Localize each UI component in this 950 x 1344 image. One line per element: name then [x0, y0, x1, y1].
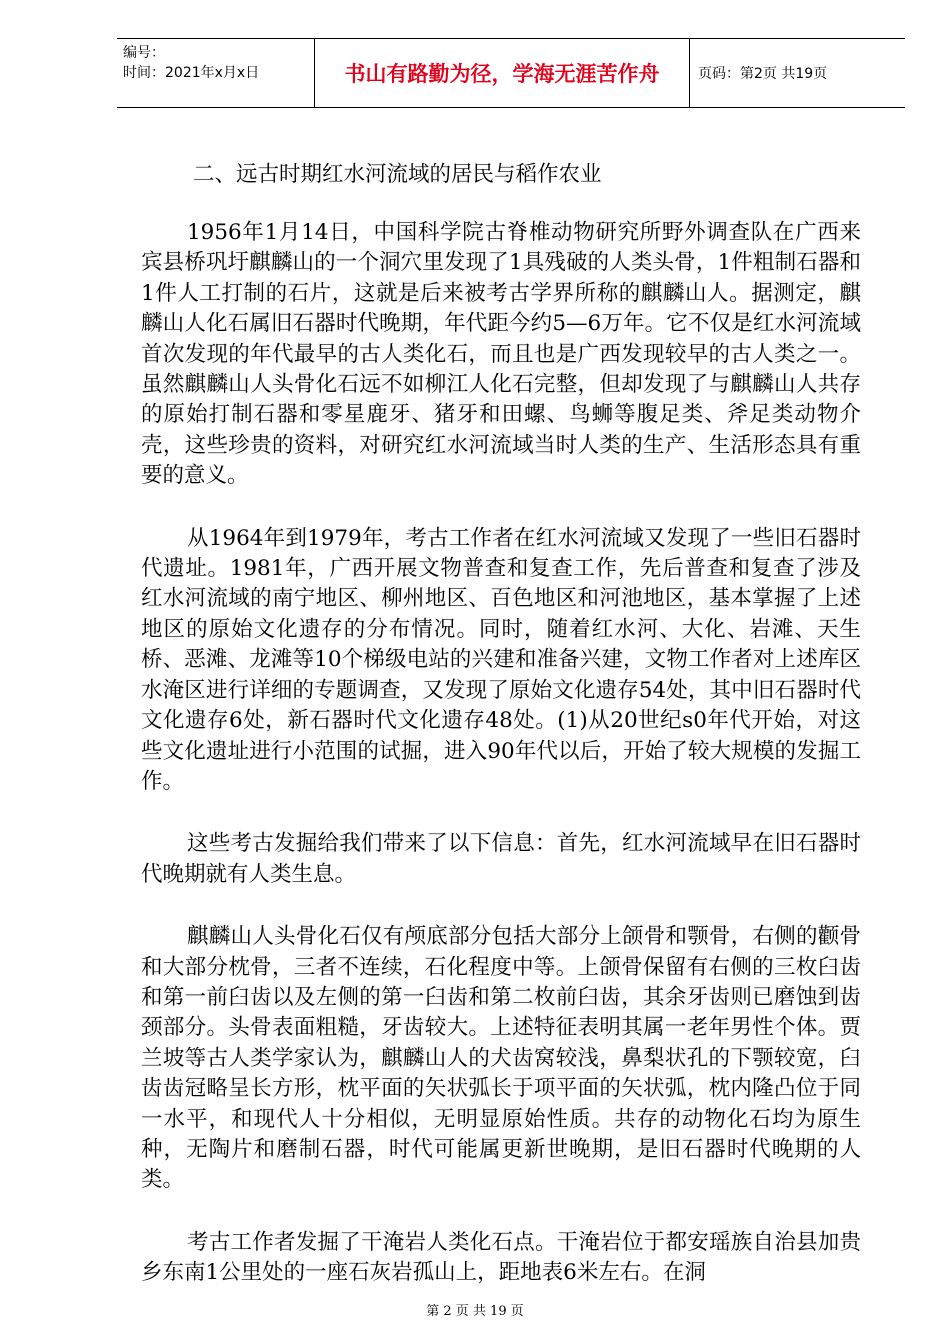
section-heading: 二、远古时期红水河流域的居民与稻作农业	[193, 162, 602, 187]
document-number-label: 编号：	[123, 45, 165, 61]
page-footer: 第 2 页 共 19 页	[426, 1304, 524, 1319]
header-table	[117, 38, 905, 108]
document-body	[141, 160, 861, 1321]
paragraph-3: 这些考古发掘给我们带来了以下信息：首先，红水河流域早在旧石器时代晚期就有人类生息。	[141, 831, 861, 887]
paragraph-5: 考古工作者发掘了干淹岩人类化石点。干淹岩位于都安瑶族自治县加贵乡东南1公里处的一座石灰岩孤山上，距地表6米左右。在洞	[141, 1229, 861, 1286]
paragraph-4: 麒麟山人头骨化石仅有颅底部分包括大部分上颌骨和颚骨，右侧的颧骨和大部分枕骨，三者不连续，石化程度中等。上颌骨保留有右侧的三枚臼齿和第一前臼齿以及左侧的第一臼齿和第二枚前臼齿，其余牙齿则已磨蚀到齿颈部分。头骨表面粗糙，牙齿较大。上述特征表明其属一老年男性个体。贾兰坡等古人类学家认为，麒麟山人的犬齿窝较浅，鼻梨状孔的下颚较宽，臼齿齿冠略呈长方形，枕平面的矢状弧长于项平面的矢状弧，枕内隆凸位于同一水平，和现代人十分相似，无明显原始性质。共存的动物化石均为原生种，无陶片和磨制石器，时代可能属更新世晚期，是旧石器时代晚期的人类。	[141, 924, 861, 1193]
header-motto-cell	[315, 39, 690, 107]
paragraph-1: 1956年1月14日，中国科学院古脊椎动物研究所野外调查队在广西来宾县桥巩圩麒麟山的一个洞穴里发现了1具残破的人类头骨，1件粗制石器和1件人工打制的石片，这就是后来被考古学界所称的麒麟山人。据测定，麒麟山人化石属旧石器时代晚期，年代距今约5—6万年。它不仅是红水河流域首次发现的年代最早的古人类化石，而且也是广西发现较早的古人类之一。虽然麒麟山人头骨化石远不如柳江人化石完整，但却发现了与麒麟山人共存的原始打制石器和零星鹿牙、猪牙和田螺、鸟蛳等腹足类、斧足类动物介壳，这些珍贵的资料，对研究红水河流域当时人类的生产、生活形态具有重要的意义。	[141, 220, 861, 489]
document-time-label: 时间：2021年x月x日	[123, 65, 260, 81]
header-page-number: 页码：第2页 共19页	[698, 66, 828, 82]
header-meta-cell	[117, 39, 315, 107]
header-motto: 书山有路勤为径，学海无涯苦作舟	[344, 62, 660, 86]
header-page-cell	[690, 39, 905, 107]
paragraph-2: 从1964年到1979年，考古工作者在红水河流域又发现了一些旧石器时代遗址。1981年，广西开展文物普查和复查工作，先后普查和复查了涉及红水河流域的南宁地区、柳州地区、百色地区和河池地区，基本掌握了上述地区的原始文化遗存的分布情况。同时，随着红水河、大化、岩滩、天生桥、恶滩、龙滩等10个梯级电站的兴建和准备兴建，文物工作者对上述库区水淹区进行详细的专题调查，又发现了原始文化遗存54处，其中旧石器时代文化遗存6处，新石器时代文化遗存48处。(1)从20世纪s0年代开始，对这些文化遗址进行小范围的试掘，进入90年代以后，开始了较大规模的发掘工作。	[141, 525, 861, 794]
